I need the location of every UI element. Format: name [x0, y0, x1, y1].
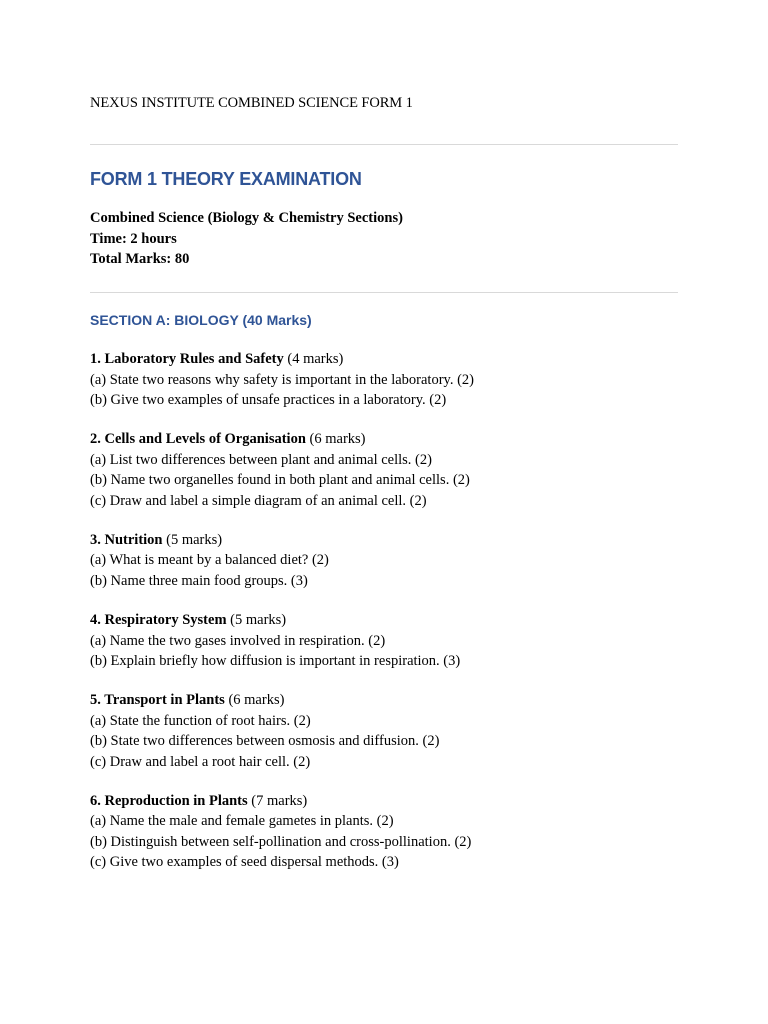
exam-meta [90, 208, 678, 270]
question-heading [90, 530, 678, 550]
question-title: 2. Cells and Levels of Organisation [90, 431, 306, 448]
question-title: 3. Nutrition [90, 531, 163, 548]
question-part: (c) Give two examples of seed dispersal methods. (3) [90, 854, 399, 871]
question-title: 4. Respiratory System [90, 612, 227, 629]
question-marks: (6 marks) [305, 431, 366, 448]
question-part: (b) Name three main food groups. (3) [90, 572, 308, 589]
question-title: 1. Laboratory Rules and Safety [90, 351, 284, 368]
question-heading [90, 791, 678, 811]
question-item [90, 349, 678, 410]
question-part: (b) Explain briefly how diffusion is important in respiration. (3) [90, 652, 461, 669]
question-part: (b) Distinguish between self-pollination and cross-pollination. (2) [90, 833, 472, 850]
question-marks: (6 marks) [224, 692, 285, 709]
question-item [90, 610, 678, 671]
institute-header: NEXUS INSTITUTE COMBINED SCIENCE FORM 1 [90, 95, 413, 111]
question-part: (a) Name the male and female gametes in plants. (2) [90, 813, 394, 830]
exam-subject: Combined Science (Biology & Chemistry Sections) [90, 210, 403, 226]
question-part: (a) State the function of root hairs. (2) [90, 712, 311, 729]
question-heading [90, 690, 678, 710]
question-part: (a) List two differences between plant and animal cells. (2) [90, 451, 432, 468]
exam-title: FORM 1 THEORY EXAMINATION [90, 169, 362, 189]
question-part: (c) Draw and label a root hair cell. (2) [90, 753, 311, 770]
question-part: (a) State two reasons why safety is important in the laboratory. (2) [90, 371, 475, 388]
question-marks: (5 marks) [226, 612, 287, 629]
question-part: (b) Name two organelles found in both plant and animal cells. (2) [90, 472, 470, 489]
question-part: (a) What is meant by a balanced diet? (2) [90, 552, 329, 569]
question-part: (b) State two differences between osmosis and diffusion. (2) [90, 733, 440, 750]
question-heading [90, 610, 678, 630]
question-part: (c) Draw and label a simple diagram of an animal cell. (2) [90, 492, 427, 509]
question-title: 6. Reproduction in Plants [90, 793, 248, 810]
divider [90, 292, 678, 293]
question-heading [90, 429, 678, 449]
question-part: (a) Name the two gases involved in respiration. (2) [90, 632, 386, 649]
divider [90, 144, 678, 145]
question-marks: (5 marks) [162, 531, 223, 548]
section-title: SECTION A: BIOLOGY (40 Marks) [90, 312, 312, 329]
question-title: 5. Transport in Plants [90, 692, 225, 709]
exam-time: Time: 2 hours [90, 230, 177, 247]
question-item [90, 530, 678, 591]
exam-total-marks: Total Marks: 80 [90, 251, 190, 268]
question-item [90, 429, 678, 511]
page-content [90, 93, 678, 873]
question-heading [90, 349, 678, 369]
question-list [90, 349, 678, 873]
question-part: (b) Give two examples of unsafe practices in a laboratory. (2) [90, 391, 447, 408]
question-item [90, 791, 678, 873]
question-marks: (4 marks) [283, 351, 344, 368]
question-marks: (7 marks) [247, 793, 308, 810]
question-item [90, 690, 678, 772]
